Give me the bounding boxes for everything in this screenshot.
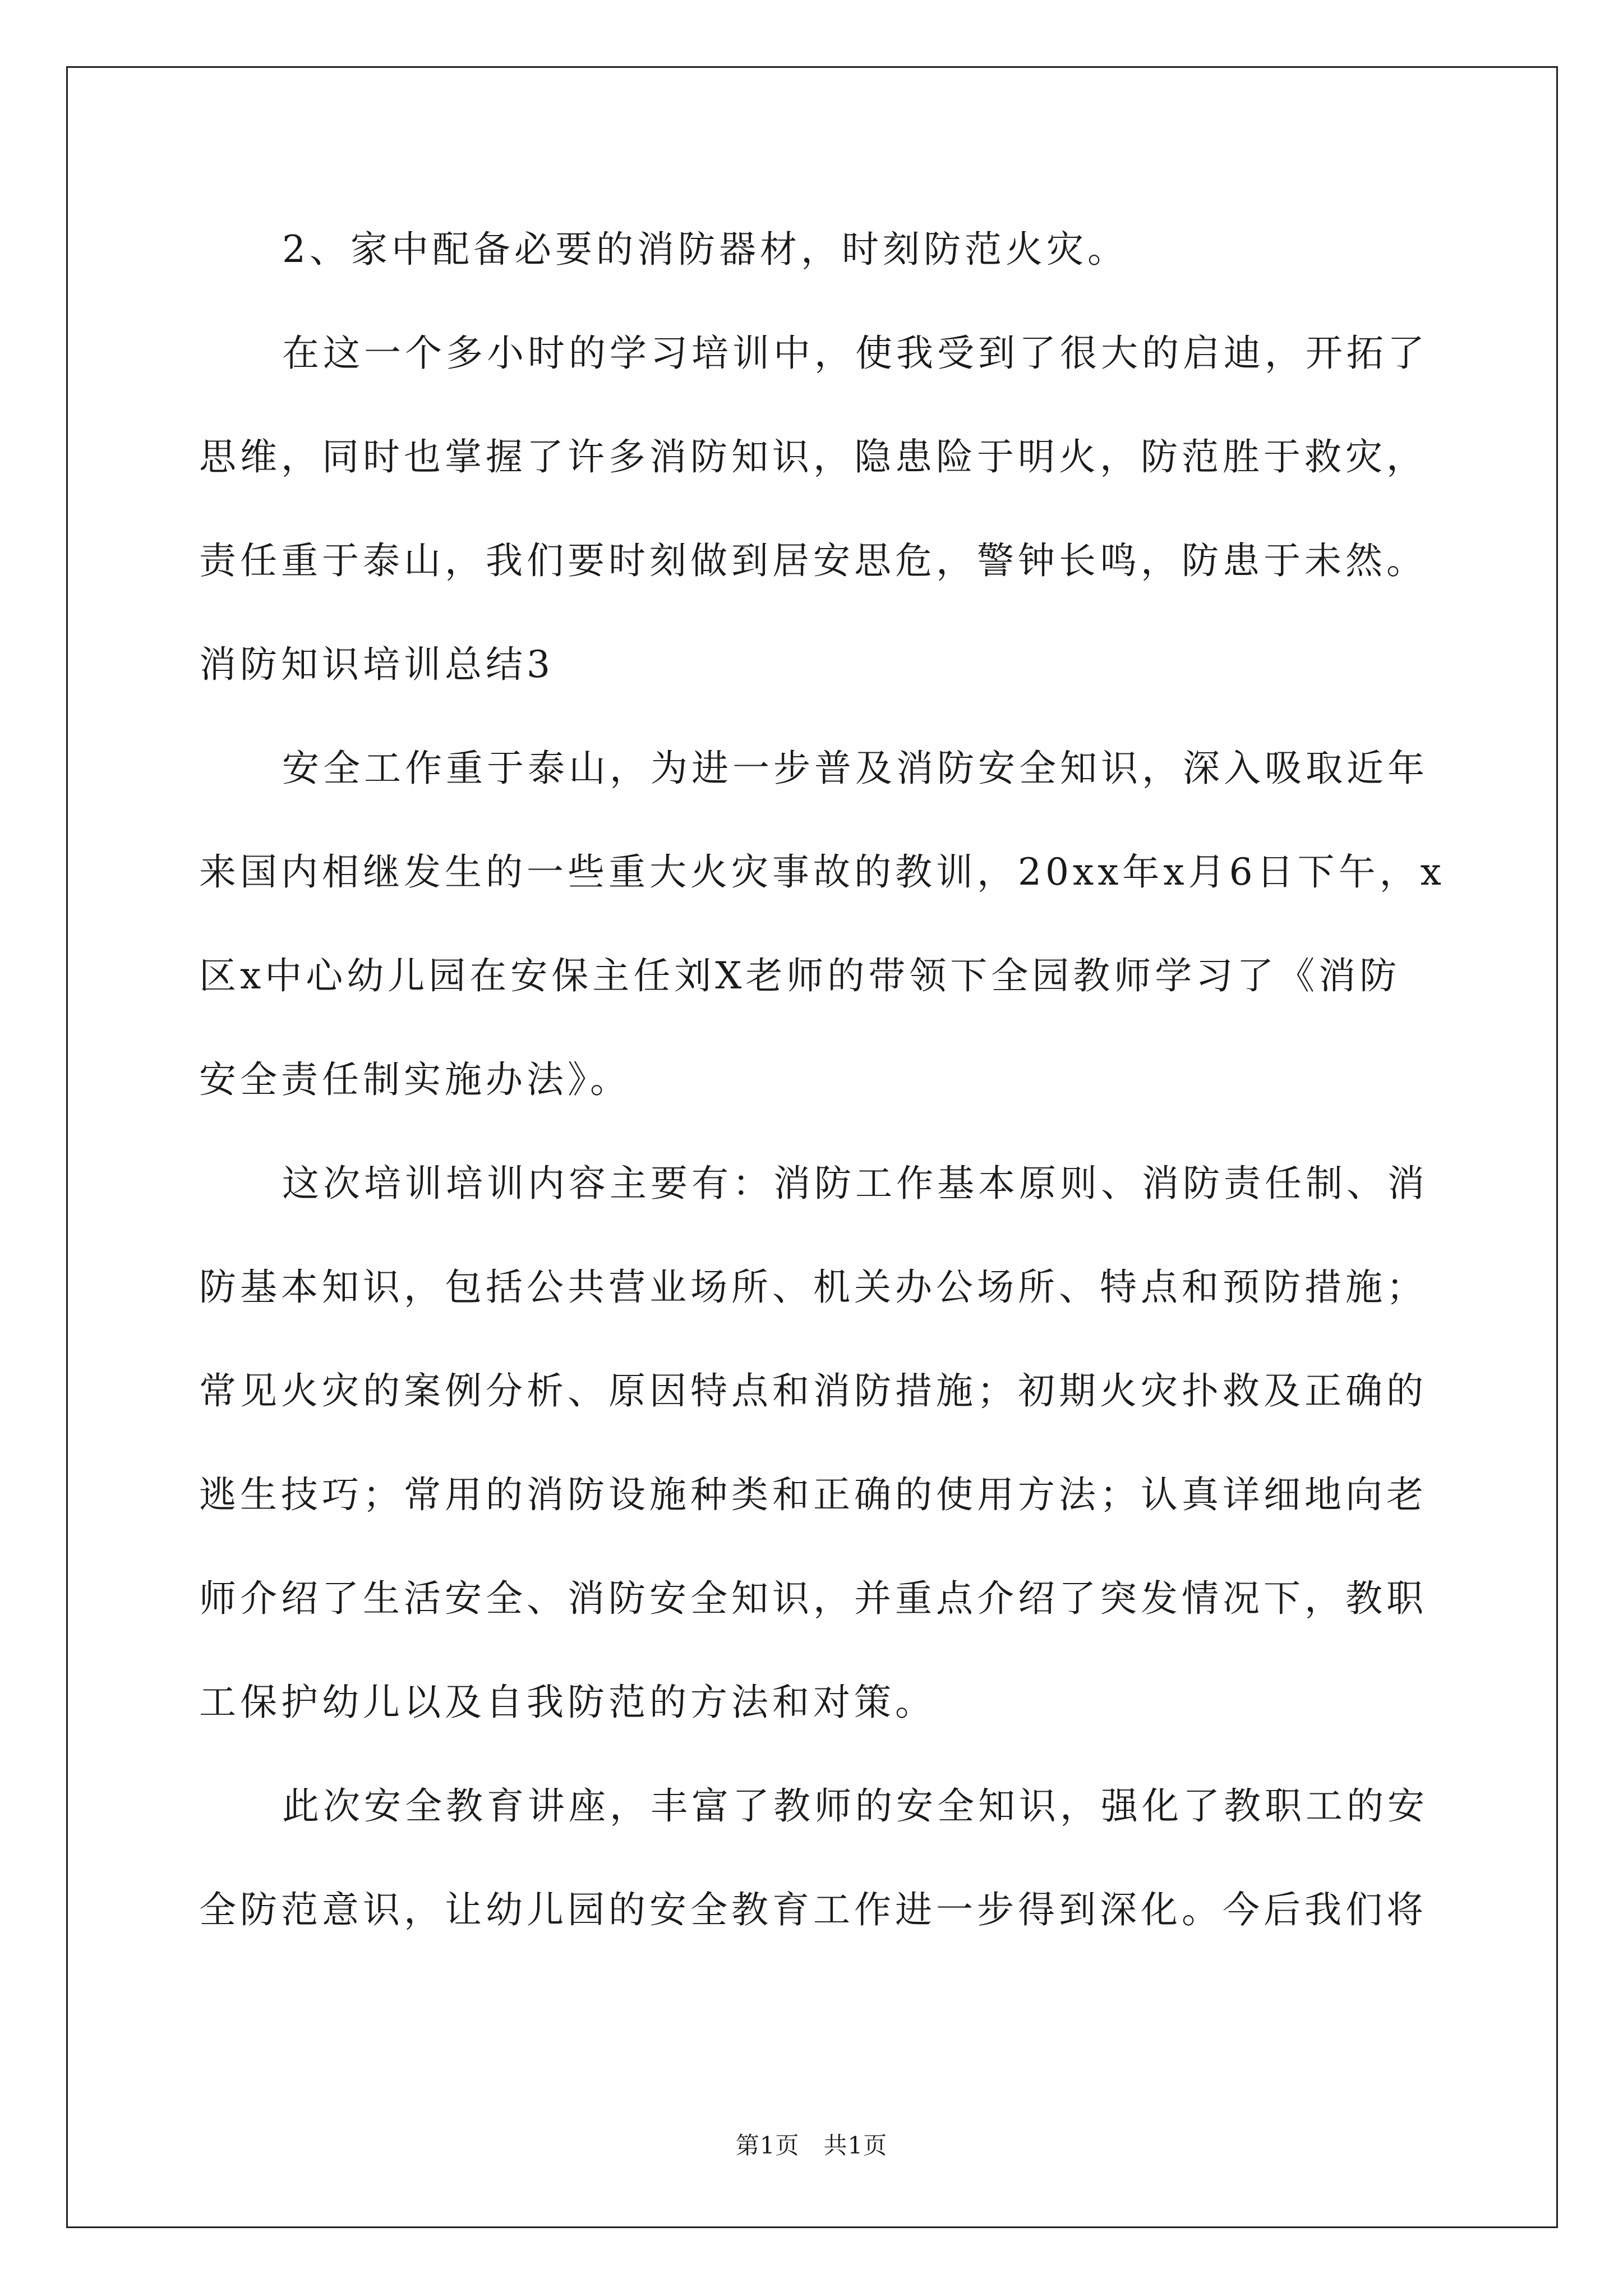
text-line: 常见火灾的案例分析、原因特点和消防措施；初期火灾扑救及正确的	[199, 1369, 1427, 1412]
text-line: 安全工作重于泰山，为进一步普及消防安全知识，深入吸取近年	[282, 747, 1428, 790]
text-line: 2、家中配备必要的消防器材，时刻防范火灾。	[282, 228, 1128, 271]
text-line: 区x中心幼儿园在安保主任刘X老师的带领下全园教师学习了《消防	[199, 954, 1401, 997]
text-line: 思维，同时也掌握了许多消防知识，隐患险于明火，防范胜于救灾，	[199, 435, 1427, 478]
section-heading: 消防知识培训总结3	[199, 643, 554, 686]
text-line: 师介绍了生活安全、消防安全知识，并重点介绍了突发情况下，教职	[199, 1577, 1427, 1620]
page-number: 第1页 共1页	[735, 2132, 888, 2159]
text-line: 责任重于泰山，我们要时刻做到居安思危，警钟长鸣，防患于未然。	[199, 539, 1427, 582]
text-line: 安全责任制实施办法》。	[199, 1058, 631, 1101]
text-line: 全防范意识，让幼儿园的安全教育工作进一步得到深化。今后我们将	[199, 1888, 1427, 1931]
text-line: 在这一个多小时的学习培训中，使我受到了很大的启迪，开拓了	[282, 332, 1428, 375]
text-line: 工保护幼儿以及自我防范的方法和对策。	[199, 1681, 936, 1724]
text-line: 逃生技巧；常用的消防设施种类和正确的使用方法；认真详细地向老	[199, 1473, 1427, 1516]
text-line: 防基本知识，包括公共营业场所、机关办公场所、特点和预防措施；	[199, 1266, 1427, 1309]
text-line: 这次培训培训内容主要有：消防工作基本原则、消防责任制、消	[282, 1162, 1428, 1205]
text-line: 此次安全教育讲座，丰富了教师的安全知识，强化了教职工的安	[282, 1784, 1428, 1828]
text-line: 来国内相继发生的一些重大火灾事故的教训，20xx年x月6日下午，x	[199, 850, 1445, 894]
